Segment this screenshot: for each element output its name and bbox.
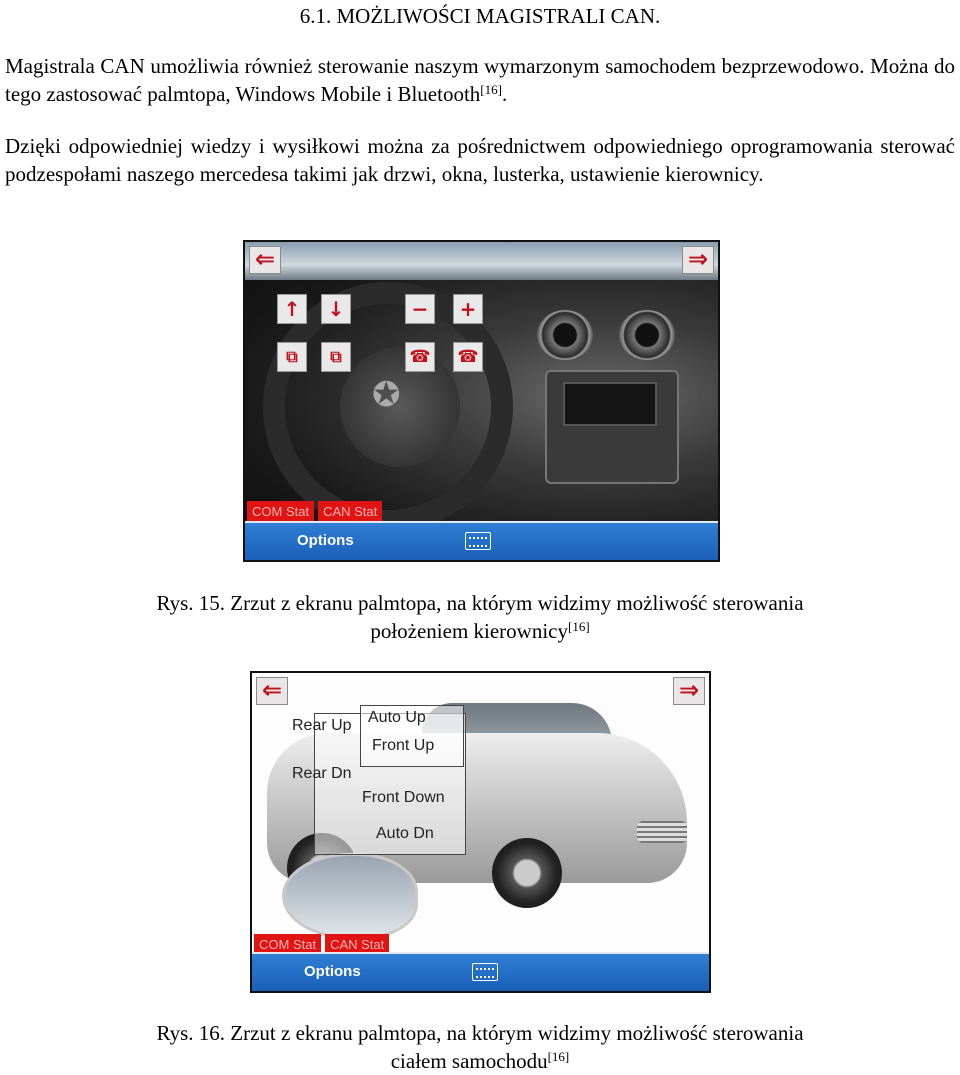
- forward-arrow-button[interactable]: ⇒: [673, 677, 705, 705]
- figure-16-screenshot: [250, 671, 711, 993]
- citation-ref: [16]: [547, 1049, 570, 1064]
- options-bar: [252, 952, 709, 991]
- memory-1-button[interactable]: ⧉: [277, 342, 307, 372]
- citation-ref: [16]: [480, 82, 502, 97]
- mirror-photo: [282, 853, 418, 939]
- figure-15-caption-line1: Rys. 15. Zrzut z ekranu palmtopa, na którym widzimy możliwość sterowania: [156, 591, 804, 615]
- paragraph-body: Dzięki odpowiedniej wiedzy i wysiłkowi można za pośrednictwem odpowiedniego oprogramowania sterować podzespołami naszego mercedesa takimi jak drzwi, okna, lusterka, ustawienie kierownicy.: [5, 134, 955, 186]
- figure-15-caption-line2: [0, 617, 960, 645]
- wheel-in-button[interactable]: −: [405, 294, 435, 324]
- status-row: [247, 501, 382, 522]
- windshield: [245, 242, 718, 280]
- com-status-indicator: COM Stat: [254, 934, 321, 955]
- paragraph-intro: [5, 52, 955, 108]
- auto-up-button[interactable]: Auto Up: [368, 709, 426, 726]
- car-photo: [252, 673, 709, 952]
- options-menu-button[interactable]: Options: [304, 963, 361, 980]
- auto-down-button[interactable]: Auto Dn: [376, 825, 434, 842]
- figure-15-caption: [0, 589, 960, 645]
- front-down-button[interactable]: Front Down: [362, 789, 445, 806]
- com-status-indicator: COM Stat: [247, 501, 314, 522]
- options-bar: [245, 521, 718, 560]
- wheel-out-button[interactable]: +: [453, 294, 483, 324]
- air-vent: [619, 310, 675, 360]
- forward-arrow-button[interactable]: ⇒: [682, 246, 714, 274]
- dashboard-photo: [245, 242, 718, 521]
- can-status-indicator: CAN Stat: [318, 501, 382, 522]
- console-display: [563, 382, 657, 426]
- figure-16-caption-text: ciałem samochodu: [390, 1049, 548, 1073]
- section-heading: 6.1. MOŻLIWOŚCI MAGISTRALI CAN.: [299, 4, 661, 28]
- air-vent: [537, 310, 593, 360]
- phone-hangup-button[interactable]: ☎: [405, 342, 435, 372]
- figure-15-caption-text: położeniem kierownicy: [370, 619, 568, 643]
- memory-2-button[interactable]: ⧉: [321, 342, 351, 372]
- paragraph-intro-end: .: [501, 82, 508, 106]
- wheel-down-button[interactable]: ↓: [321, 294, 351, 324]
- can-status-indicator: CAN Stat: [325, 934, 389, 955]
- options-menu-button[interactable]: Options: [297, 532, 354, 549]
- figure-16-caption-line1: Rys. 16. Zrzut z ekranu palmtopa, na którym widzimy możliwość sterowania: [156, 1021, 804, 1045]
- car-grille: [637, 821, 687, 843]
- keyboard-icon[interactable]: [472, 963, 498, 981]
- front-up-button[interactable]: Front Up: [372, 737, 435, 754]
- mercedes-logo-icon: ✪: [372, 375, 401, 415]
- paragraph-intro-text: Magistrala CAN umożliwia również sterowanie naszym wymarzonym samochodem bezprzewodowo. Można do tego zastosować palmtopa, Windows Mobile i Bluetooth: [5, 54, 955, 106]
- wheel-up-button[interactable]: ↑: [277, 294, 307, 324]
- figure-16-caption: [0, 1019, 960, 1075]
- back-arrow-button[interactable]: ⇐: [256, 677, 288, 705]
- citation-ref: [16]: [568, 619, 590, 634]
- keyboard-icon[interactable]: [465, 532, 491, 550]
- figure-15-screenshot: [243, 240, 720, 562]
- rear-down-button[interactable]: Rear Dn: [292, 765, 352, 782]
- back-arrow-button[interactable]: ⇐: [249, 246, 281, 274]
- car-wheel: [492, 838, 562, 908]
- phone-answer-button[interactable]: ☎: [453, 342, 483, 372]
- rear-up-button[interactable]: Rear Up: [292, 717, 352, 734]
